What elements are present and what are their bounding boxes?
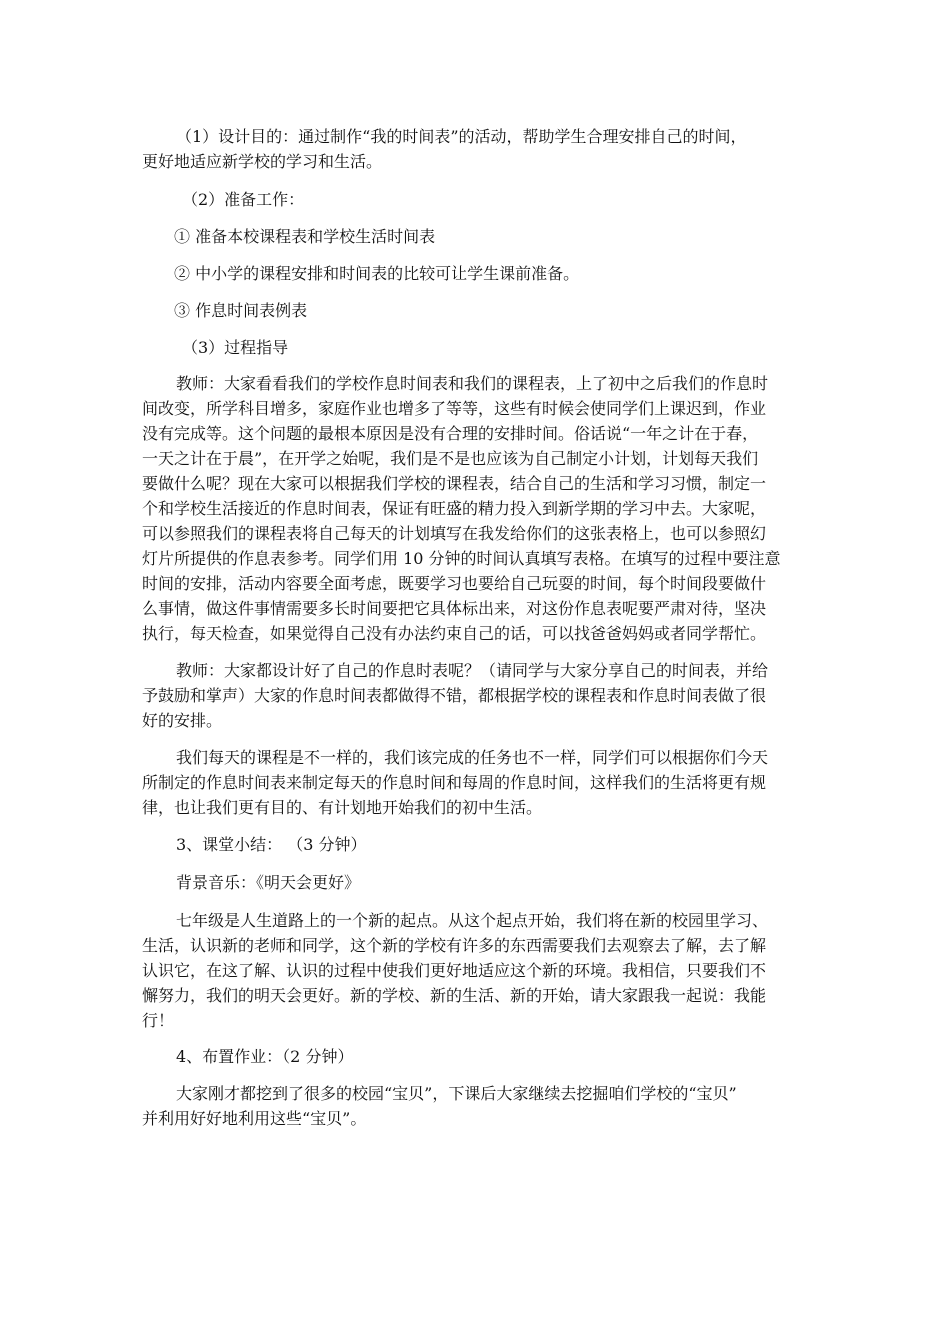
text-line: 七年级是人生道路上的一个新的起点。从这个起点开始，我们将在新的校园里学习、 — [176, 911, 769, 930]
text-line: 3、课堂小结： （3 分钟） — [176, 835, 367, 854]
list-item: ② 中小学的课程安排和时间表的比较可让学生课前准备。 — [174, 264, 580, 283]
text-line: （2）准备工作： — [182, 190, 305, 209]
text-line: （1）设计目的：通过制作“我的时间表”的活动，帮助学生合理安排自己的时间， — [176, 127, 747, 146]
text-line: 我们每天的课程是不一样的，我们该完成的任务也不一样，同学们可以根据你们今天 — [176, 748, 769, 767]
text-line: 懈努力，我们的明天会更好。新的学校、新的生活、新的开始，请大家跟我一起说：我能 — [142, 986, 767, 1005]
text-line: 予鼓励和掌声）大家的作息时间表都做得不错，都根据学校的课程表和作息时间表做了很 — [142, 686, 767, 705]
text-line: 时间的安排，活动内容要全面考虑，既要学习也要给自己玩耍的时间，每个时间段要做什 — [142, 574, 767, 593]
text-line: 并利用好好地利用这些“宝贝”。 — [142, 1109, 367, 1128]
text-line: 生活，认识新的老师和同学，这个新的学校有许多的东西需要我们去观察去了解，去了解 — [142, 936, 767, 955]
text-line: 大家刚才都挖到了很多的校园“宝贝”，下课后大家继续去挖掘咱们学校的“宝贝” — [176, 1084, 737, 1103]
text-line: 教师：大家看看我们的学校作息时间表和我们的课程表，上了初中之后我们的作息时 — [176, 374, 769, 393]
text-line: 认识它，在这了解、认识的过程中使我们更好地适应这个新的环境。我相信，只要我们不 — [142, 961, 767, 980]
list-item: ① 准备本校课程表和学校生活时间表 — [174, 227, 436, 246]
text-line: 所制定的作息时间表来制定每天的作息时间和每周的作息时间，这样我们的生活将更有规 — [142, 773, 767, 792]
text-line: 灯片所提供的作息表参考。同学们用 10 分钟的时间认真填写表格。在填写的过程中要注意 — [142, 549, 781, 568]
text-line: 律，也让我们更有目的、有计划地开始我们的初中生活。 — [142, 798, 543, 817]
text-line: 背景音乐：《明天会更好》 — [176, 873, 361, 892]
text-line: 教师：大家都设计好了自己的作息时表呢？（请同学与大家分享自己的时间表，并给 — [176, 661, 769, 680]
text-line: 么事情，做这件事情需要多长时间要把它具体标出来，对这份作息表呢要严肃对待，坚决 — [142, 599, 767, 618]
text-line: 好的安排。 — [142, 711, 223, 730]
text-line: 一天之计在于晨”，在开学之始呢，我们是不是也应该为自己制定小计划，计划每天我们 — [142, 449, 759, 468]
text-line: 间改变，所学科目增多，家庭作业也增多了等等，这些有时候会使同学们上课迟到，作业 — [142, 399, 767, 418]
text-line: 执行，每天检查，如果觉得自己没有办法约束自己的话，可以找爸爸妈妈或者同学帮忙。 — [142, 624, 767, 643]
text-line: 个和学校生活接近的作息时间表，保证有旺盛的精力投入到新学期的学习中去。大家呢， — [142, 499, 767, 518]
list-item: ③ 作息时间表例表 — [174, 301, 308, 320]
text-line: 行！ — [142, 1011, 175, 1030]
text-line: 可以参照我们的课程表将自己每天的计划填写在我发给你们的这张表格上，也可以参照幻 — [142, 524, 767, 543]
text-line: 没有完成等。这个问题的最根本原因是没有合理的安排时间。俗话说“一年之计在于春， — [142, 424, 759, 443]
text-line: 4、布置作业：（2 分钟） — [176, 1047, 354, 1066]
text-line: （3）过程指导 — [182, 338, 289, 357]
text-line: 要做什么呢？现在大家可以根据我们学校的课程表，结合自己的生活和学习习惯，制定一 — [142, 474, 767, 493]
text-line: 更好地适应新学校的学习和生活。 — [142, 152, 383, 171]
